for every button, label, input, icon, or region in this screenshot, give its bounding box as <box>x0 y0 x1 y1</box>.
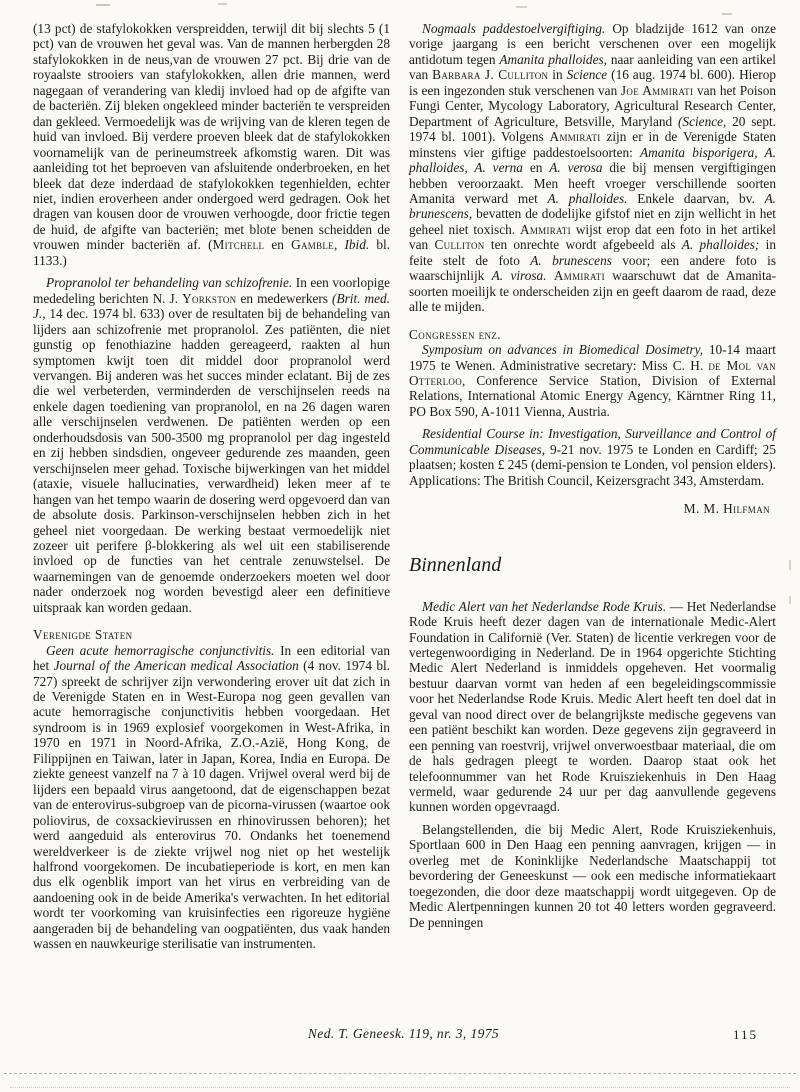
right-column <box>409 21 776 952</box>
paragraph: Propranolol ter behandeling van schizofrenie. In een voorlopige mededeling berichten N. J. Yorkston en medewerkers (Brit. med. J., 14 dec. 1974 bl. 633) over de resultaten bij de behandeling van lijders aan schizofrenie met propranolol. Zes patiënten, die niet gunstig op fenothiazine hadden gereageerd, raakten al hun symptomen kwijt toen dit middel door propranolol werd vervangen. Bij anderen was het succes minder eclatant. Bij de zes die wel verbeterden, verminderden de verschijnselen reeds na enkele dagen toediening van propranolol, en na 26 dagen waren alle verschijnselen verdwenen. De patiënten werden op een onderhoudsdosis van 500-3500 mg propranolol per dag ingesteld en zij hebben sindsdien, ongeveer gedurende zes maanden, geen verschijnselen meer gehad. Toxische bijwerkingen van het middel (ataxie, visuele hallucinaties, verwardheid) leken meer af te hangen van het tempo waarin de dosering werd opgevoerd dan van de absolute dosis. Parkinson-verschijnselen hebben zich in het geheel niet voorgedaan. De werking bestaat vermoedelijk niet zozeer uit perifere β-blokkering als wel uit een stabiliserende invloed op de functies van het centrale zenuwstelsel. De waarnemingen van de genoemde onderzoekers moeten wel door nader onderzoek nog worden bevestigd aleer een definitieve uitspraak kan worden gedaan. <box>33 275 390 615</box>
section-heading: Verenigde Staten <box>33 627 133 643</box>
two-column-text-area <box>33 21 776 952</box>
section-title: Binnenland <box>409 553 502 576</box>
journal-reference: Ned. T. Geneesk. 119, nr. 3, 1975 <box>307 1026 500 1041</box>
page-number: 115 <box>732 1027 758 1042</box>
scan-artifact <box>516 6 527 8</box>
scan-edge-line <box>10 1087 790 1088</box>
scan-artifact <box>96 4 110 6</box>
scan-artifact <box>789 596 791 604</box>
paragraph: (13 pct) de stafylokokken verspreidden, terwijl dit bij slechts 5 (1 pct) van de vrouwen het geval was. Van de mannen herbergden 28 stafylokokken in de neus,van de vrouwen 27 pct. Bij drie van de royaalste strooiers van stafylokokken, allen drie mannen, werd nagegaan of verandering van kledij invloed had op de afgifte van de bacteriën. Zij bleken ongekleed minder bacteriën te verspreiden dan gekleed. Vermoedelijk was de wrijving van de kleren tegen de huid van invloed. Bij verdere proeven bleek dat de stafylokokken voornamelijk van de perineumstreek afkomstig waren. Dit was aanleiding tot het beproeven van afsluitende onderbroeken, en het bleek dat deze inderdaad de stafylokokken tegenhielden, echter niet, indien eroverheen ander ondergoed werd gedragen. Ook het dragen van kousen door de vrouwen verhoogde, door frictie tegen de huid, de afgifte van bacteriën; met blote benen scheidden de vrouwen minder bacteriën af. (Mitchell en Gamble, Ibid. bl. 1133.) <box>33 21 391 268</box>
paragraph: Medic Alert van het Nederlandse Rode Kruis. — Het Nederlandse Rode Kruis heeft dezer dagen van de internationale Medic-Alert Foundation in Californië (Ver. Staten) de licentie verkregen voor de vertegenwoordiging in Nederland. De in 1964 opgerichte Stichting Medic Alert Nederland is inmiddels opgeheven. Het voormalig bestuur daarvan vormt van heden af een begeleidingscommissie voor het Nederlandse Rode Kruis. Medic Alert heeft ten doel dat in geval van nood direct over de belangrijkste medische gegevens van een patiënt beschikt kan worden. Deze gegevens zijn gegraveerd in een penning van roestvrij, vrijwel onverwoestbaar materiaal, die om de hals gedragen pleegt te worden. Daarop staat ook het telefoonnummer van het Rode Kruisziekenhuis in Den Haag vermeld, waar gedurende 24 uur per dag aanvullende gegevens kunnen worden opgevraagd. <box>409 598 776 815</box>
scan-artifact <box>722 13 732 15</box>
scan-artifact <box>218 3 227 5</box>
scan-edge-line <box>4 1073 796 1074</box>
page-footer <box>33 1026 774 1042</box>
paragraph: Geen acute hemorragische conjunctivitis. In een editorial van het Journal of the American medical Association (4 nov. 1974 bl. 727) spreekt de schrijver zijn verwondering erover uit dat zich in de Verenigde Staten en in West-Europa nog geen gevallen van acute hemorragische conjunctivitis hebben voorgedaan. Het syndroom is in 1969 explosief voorgekomen in West-Afrika, in 1970 en 1971 in Noord-Afrika, Z.O.-Azië, Hong Kong, de Filippijnen en Taiwan, later in Japan, Korea, India en Europa. De ziekte geneest vanzelf na 7 à 10 dagen. Vrijwel overal werd bij de lijders een bepaald virus aangetoond, dat de eigenschappen bezat van de enterovirus-subgroep van de picorna-virussen (waartoe ook poliovirus, de coxsackievirussen en rhinovirussen behoren); het werd aangeduid als enterovirus 70. Ondanks het toenemend wereldverkeer is de ziekte vrijwel nog niet op het westelijk halfrond voorgekomen. De incubatieperiode is kort, en men kan dus elk ogenblik import van het virus en verbreiding van de aandoening ook in de beide Amerika's verwachten. In het editorial wordt ter voorkoming van kruisinfecties een rigoreuze hygiëne aangeraden bij de behandeling van oogpatiënten, dus vaak handen wassen en nauwkeurige sterilisatie van instrumenten. <box>33 642 390 952</box>
paragraph: Residential Course in: Investigation, Surveillance and Control of Communicable Diseases, 9-21 nov. 1975 te Londen en Cardiff; 25 plaatsen; kosten £ 245 (demi-pension te Londen, vol pension elders). Applications: The British Council, Keizersgracht 343, Amsterdam. <box>409 426 776 488</box>
paragraph: Nogmaals paddestoelvergiftiging. Op bladzijde 1612 van onze vorige jaargang is een bericht verschenen over een mogelijk antidotum tegen Amanita phalloides, naar aanleiding van een artikel van Barbara J. Culliton in Science (16 aug. 1974 bl. 600). Hierop is een ingezonden stuk verschenen van Joe Ammirati van het Poison Fungi Center, Mycology Laboratory, Agricultural Research Center, Department of Agriculture, Betsville, Maryland (Science, 20 sept. 1974 bl. 1001). Volgens Ammirati zijn er in de Verenigde Staten minstens vier giftige paddestoelsoorten: Amanita bisporigera, A. phalloides, A. verna en A. verosa die bij mensen vergiftigingen hebben veroorzaakt. Men heeft vroeger verschillende soorten Amanita verward met A. phalloides. Enkele daarvan, bv. A. brunescens, bevatten de dodelijke gifstof niet en zijn wellicht in het geheel niet toxisch. Ammirati wijst erop dat een foto in het artikel van Culliton ten onrechte wordt afgebeeld als A. phalloides; in feite stelt de foto A. brunescens voor; een andere foto is waarschijnlijk A. virosa. Ammirati waarschuwt dat de Amanita-soorten moeilijk te onderscheiden zijn en geeft daarom de raad, deze alle te mijden. <box>409 21 777 315</box>
scan-artifact <box>789 560 791 570</box>
paragraph: Belangstellenden, die bij Medic Alert, Rode Kruisziekenhuis, Sportlaan 600 in Den Haag een penning aanvragen, krijgen — in overleg met de Koninklijke Nederlandsche Maatschappij tot bevordering der Geneeskunst — ook een medische informatiekaart toegezonden, die door deze maatschappij wordt uitgegeven. Op de Medic Alertpenningen kunnen 20 tot 40 letters worden gegraveerd. De penningen <box>409 821 776 930</box>
section-heading: Congressen enz. <box>409 326 502 342</box>
paragraph: Symposium on advances in Biomedical Dosimetry, 10-14 maart 1975 te Wenen. Administrative secretary: Miss C. H. de Mol van Otterloo, Conference Service Station, Division of External Relations, International Atomic Energy Agency, Kärntner Ring 11, PO Box 590, A-1011 Vienna, Austria. <box>409 342 776 419</box>
left-column <box>33 21 390 952</box>
signature: M. M. Hilfman <box>683 501 770 517</box>
